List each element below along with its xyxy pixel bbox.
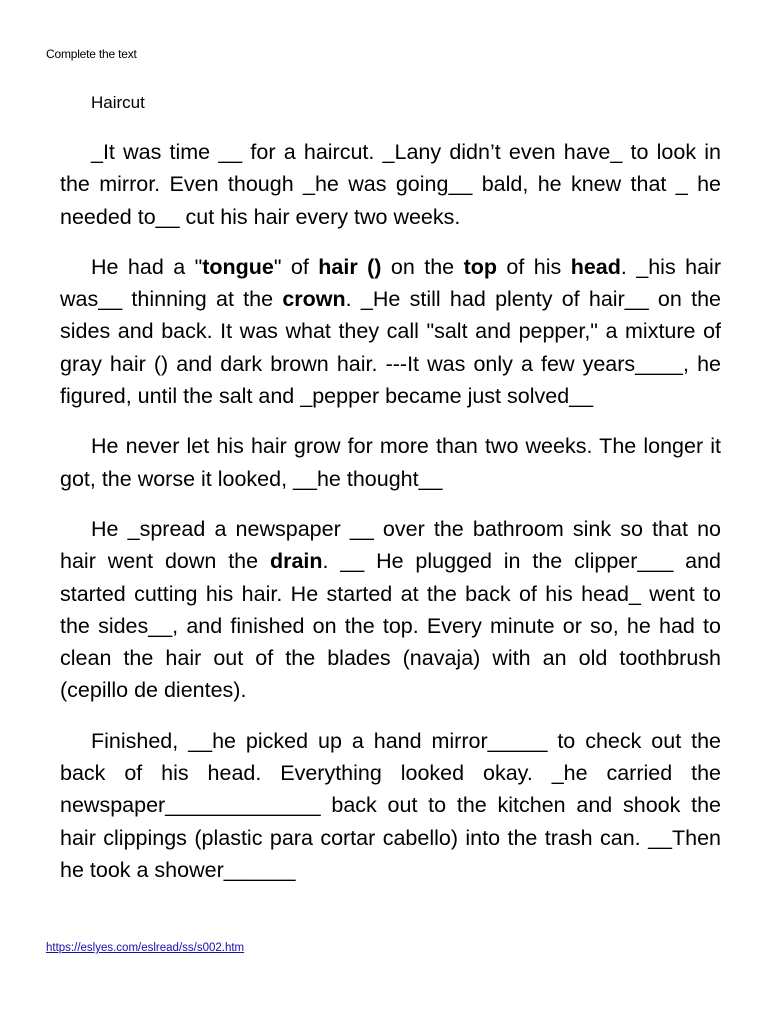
story-body: [60, 136, 721, 904]
bold-term: hair (): [318, 254, 382, 279]
paragraph-text: Finished, __he picked up a hand mirror_____ to check out the back of his head. Everything looked okay. _he carried the newspaper_____________ back out to the kitchen and shook the hair clippings (plastic para cortar cabello) into the trash can. __Then he took a shower______: [60, 728, 721, 882]
paragraph-text: " of: [273, 254, 319, 279]
story-paragraph: [60, 725, 721, 886]
story-paragraph: [60, 513, 721, 707]
document-title: Haircut: [91, 93, 145, 112]
story-paragraph: [60, 430, 721, 495]
paragraph-text: He never let his hair grow for more than two weeks. The longer it got, the worse it looked, __he thought__: [60, 434, 721, 491]
bold-term: head: [570, 254, 621, 279]
story-paragraph: [60, 136, 721, 233]
paragraph-text: He _spread a newspaper __ over the bathroom sink so that no hair went down the: [60, 516, 721, 574]
story-paragraph: [60, 251, 721, 412]
paragraph-text: on the: [381, 254, 464, 279]
paragraph-text: . _He still had plenty of hair__ on the sides and back. It was what they call "salt and pepper," a mixture of gray hair () and dark brown hair. ---It was only a few years____, he figured, until the salt and _pepper became just solved__: [60, 287, 721, 409]
paragraph-text: . _his hair was__ thinning at the: [60, 254, 721, 312]
source-link[interactable]: https://eslyes.com/eslread/ss/s002.htm: [46, 942, 245, 954]
instruction-text: Complete the text: [46, 47, 137, 61]
paragraph-text: _It was time __ for a haircut. _Lany didn’t even have_ to look in the mirror. Even though _he was going__ bald, he knew that _ he needed to__ cut his hair every two weeks.: [60, 140, 721, 229]
paragraph-text: . __ He plugged in the clipper___ and started cutting his hair. He started at the back of his head_ went to the sides__, and finished on the top. Every minute or so, he had to clean the hair out of the blades (navaja) with an old toothbrush (cepillo de dientes).: [60, 549, 722, 703]
paragraph-text: of his: [497, 254, 571, 279]
bold-term: tongue: [202, 254, 274, 279]
paragraph-text: He had a ": [91, 254, 203, 279]
bold-term: crown: [282, 287, 346, 312]
bold-term: top: [463, 254, 497, 279]
bold-term: drain: [269, 549, 323, 574]
